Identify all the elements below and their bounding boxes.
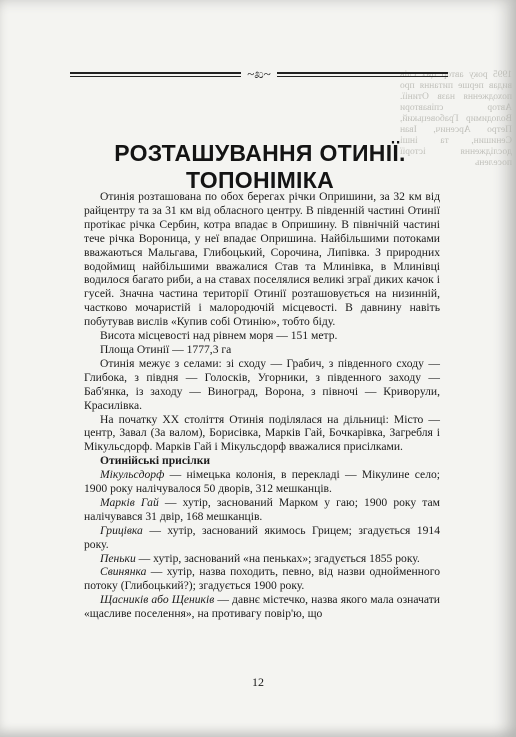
article-body — [84, 190, 440, 621]
paragraph-altitude: Висота місцевості над рівнем моря — 151 метр. — [100, 329, 338, 343]
page-number: 12 — [252, 675, 264, 689]
hamlet-description: — хутір, заснований «на пеньках»; згадується 1855 року. — [135, 551, 420, 565]
hamlet-description: — хутір, назва походить, певно, від назви однойменного потоку (Глибоцький?); згадується 1900 року. — [84, 565, 440, 593]
hamlet-name: Грицівка — [100, 523, 143, 537]
header-ornament — [70, 68, 448, 82]
hamlet-name: Свинянка — [100, 565, 147, 579]
hamlet-description: — хутір, заснований Марком у гаю; 1900 року там налічувався 31 двір, 168 мешканців. — [84, 495, 440, 523]
ornament-swirl-icon: ~ಖ~ — [241, 65, 277, 83]
hamlet-entry — [84, 468, 440, 496]
bleed-through-text: 1995 року автор цих слів видав перше питання про походження назв Отинії. Автор співавтори Володимир Грабовецький, Петро Арсенич, Іван Сенишин, та інші дослідження історії поселень — [400, 70, 512, 168]
hamlet-entry — [84, 524, 440, 552]
hamlet-entry — [84, 593, 440, 621]
paragraph-location: Отинія розташована по обох берегах річки Опришини, за 32 км від райцентру та за 31 км від обласного центру. В південній частині Отинії протікає річка Сербин, котра впадає в Опришину. В північній частині тече річка Вороница, у неї впадає Опришина. Найбільшими потоками вважаються Мальгава, Глибоцький, Сорочина, Липівка. З природних водоймищ найбільшими вважалися Став та Млинівка, в Млинівці водилося багато риби, а на ставах поселялися великі зграї диких качок і гусей. Значна частина території Отинії розташовується на низинній, частково мочаристій і малородючій місцевості. В давнину навіть побутував вислів «Купив собі Отинію», тобто біду. — [84, 190, 440, 329]
hamlet-description: — хутір, заснований якимось Грицем; згадується 1914 року. — [84, 523, 440, 551]
hamlet-name: Щасників або Щеників — [100, 593, 215, 607]
hamlet-name: Мікульсдорф — [100, 468, 165, 482]
page-title — [60, 140, 460, 194]
hamlet-entry — [84, 496, 440, 524]
hamlet-entry — [84, 552, 440, 566]
title-line-2: ТОПОНІМІКА — [186, 167, 334, 193]
hamlet-name: Марків Гай — [100, 495, 159, 509]
paragraph-districts: На початку XX століття Отинія поділялася на дільниці: Місто — центр, Завал (За валом), Борисівка, Марків Гай, Бочкарівка, Загребля і Мікульсдорф. Марків Гай і Мікульсдорф вважалися присілками. — [84, 412, 440, 454]
hamlet-entry — [84, 565, 440, 593]
title-line-1: РОЗТАШУВАННЯ ОТИНІЇ. — [114, 140, 406, 166]
hamlet-description: — німецька колонія, в перекладі — Мікулине село; 1900 року налічувалося 50 дворів, 312 мешканців. — [84, 468, 440, 496]
hamlet-description: — давнє містечко, назва якого мала означати «щасливе поселення», на противагу повір'ю, що — [84, 593, 441, 621]
paragraph-area: Площа Отинії — 1777,3 га — [100, 342, 232, 356]
hamlet-name: Пеньки — [100, 551, 136, 565]
paragraph-borders: Отинія межує з селами: зі сходу — Грабич, з південного сходу — Глибока, з півдня — Голосків, Угорники, з південного заходу — Баб'янка, із заходу — Виноград, Ворона, з півночі — Криворули, Красилівка. — [84, 356, 440, 412]
subheading-hamlets: Отинійські присілки — [100, 454, 211, 468]
